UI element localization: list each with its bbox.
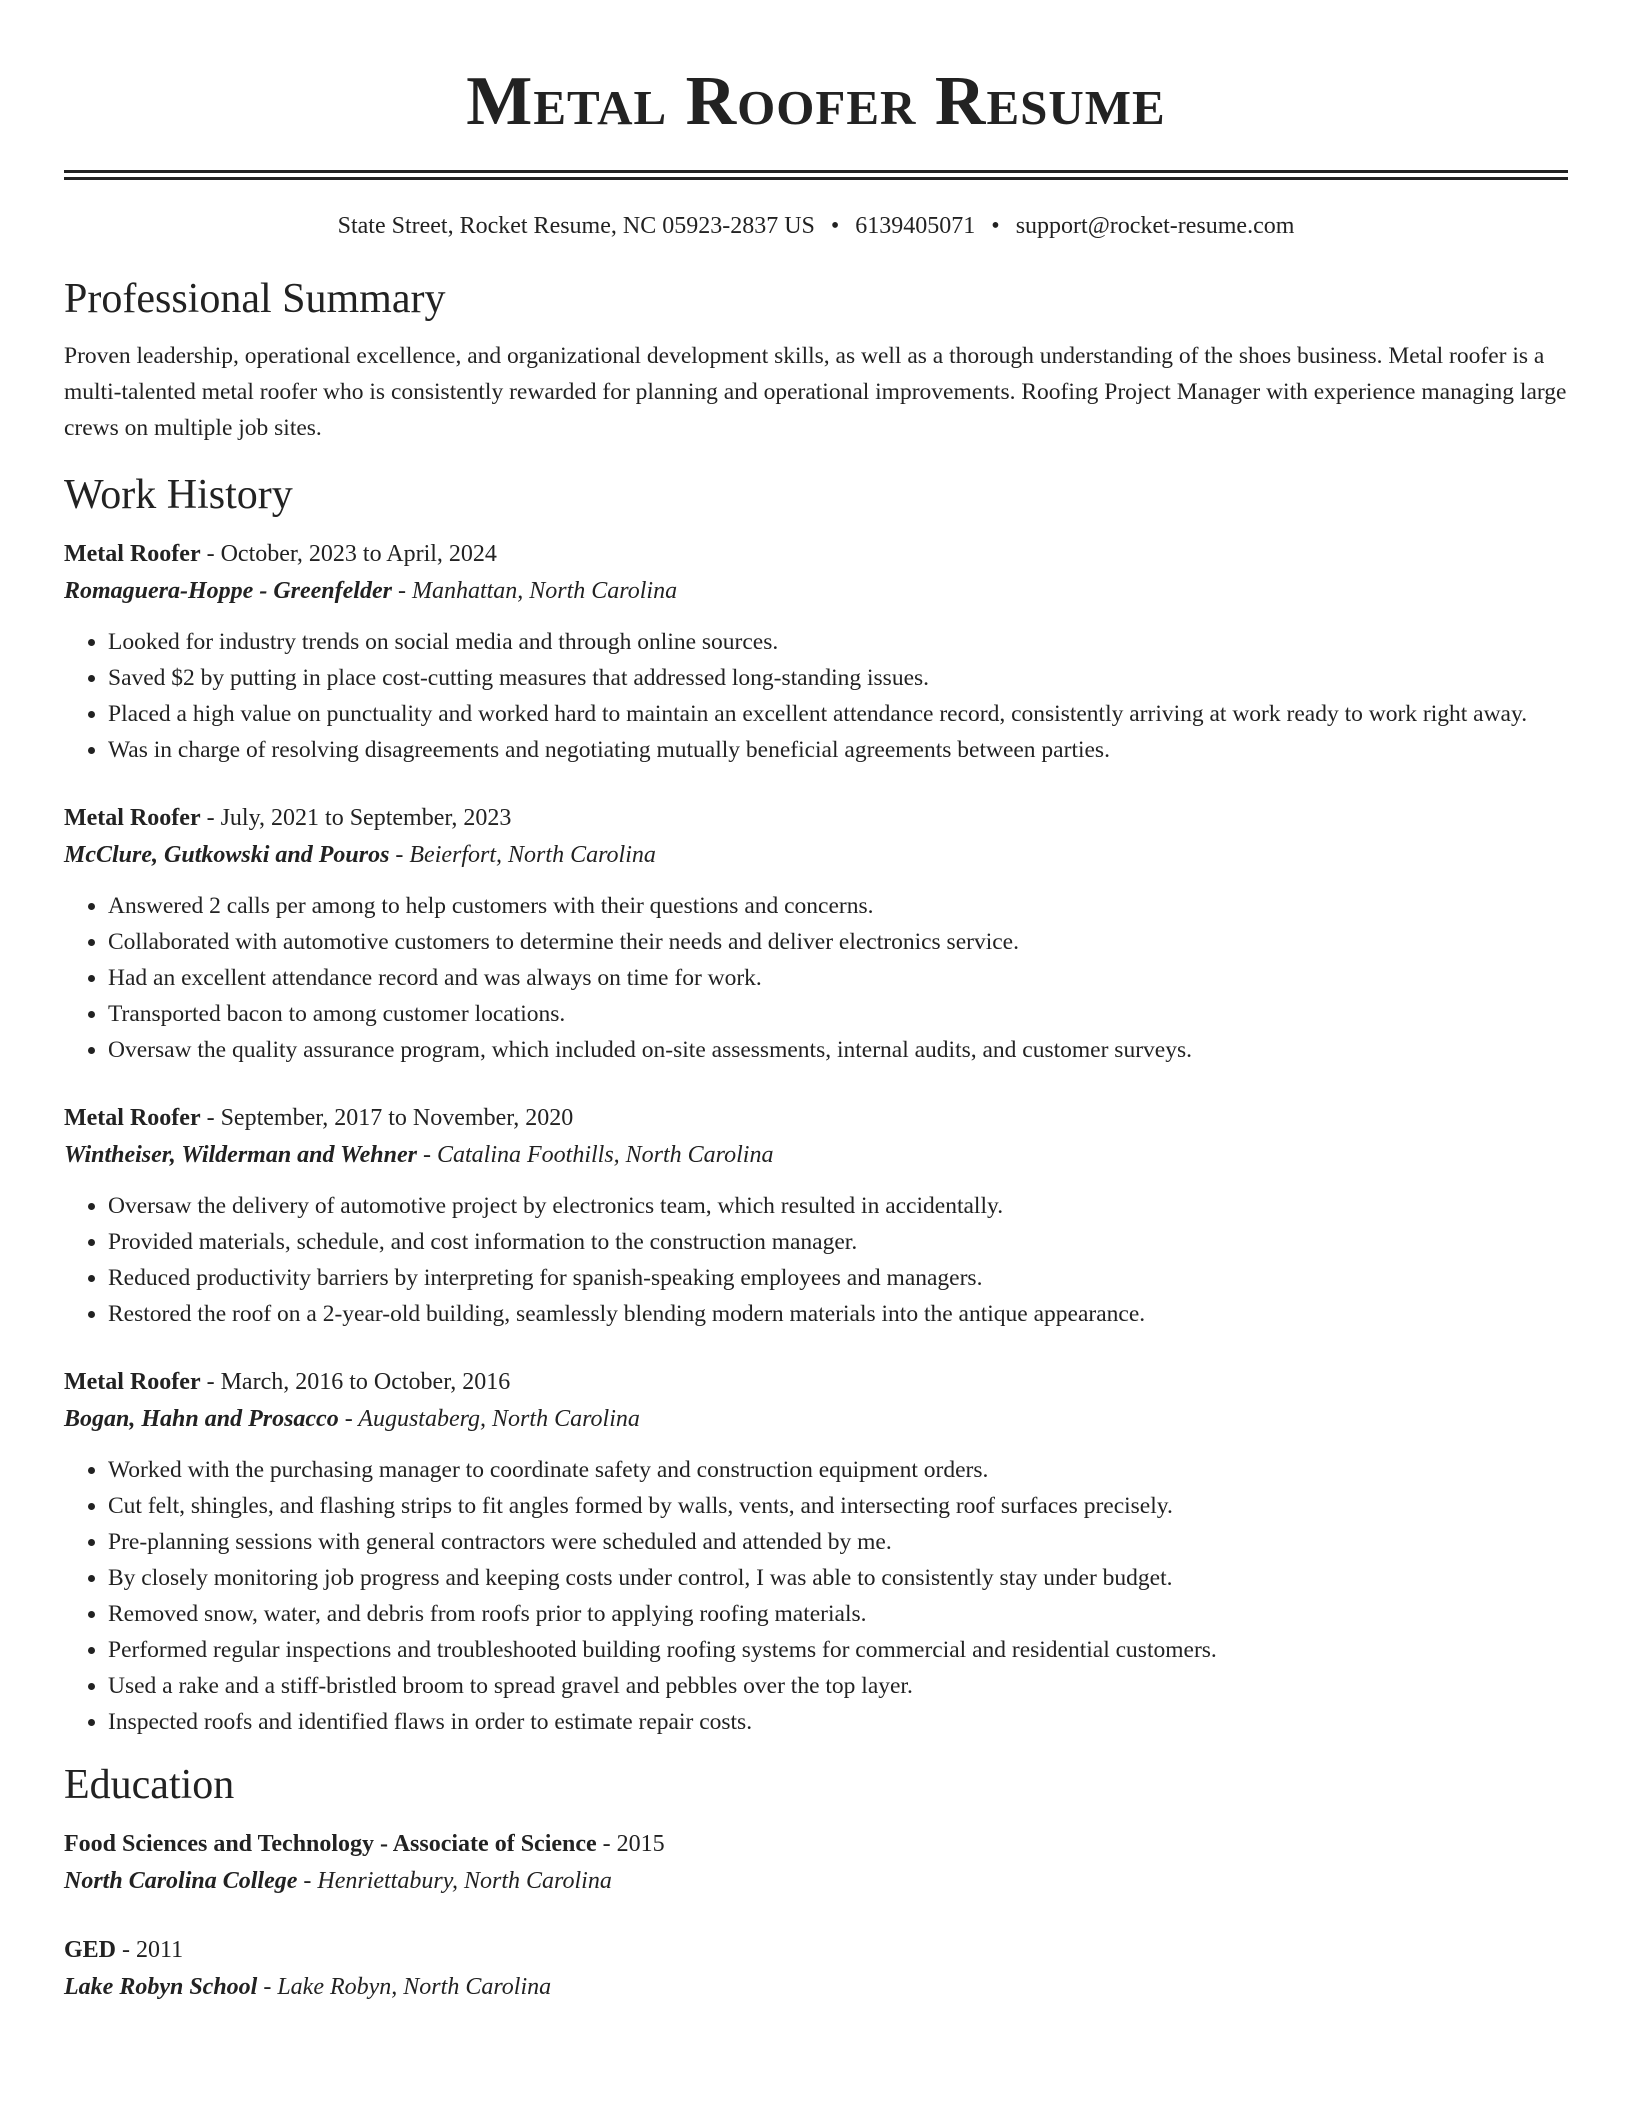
contact-separator: • — [991, 213, 1000, 239]
job-dates: - July, 2021 to September, 2023 — [200, 805, 512, 831]
section-title-education: Education — [64, 1762, 235, 1808]
job-company: McClure, Gutkowski and Pouros — [64, 842, 390, 868]
job-title: Metal Roofer — [64, 1105, 201, 1131]
list-item: • Inspected roofs and identified flaws in order to estimate repair costs. — [108, 1704, 1568, 1740]
list-item: • Provided materials, schedule, and cost information to the construction manager. — [108, 1224, 1568, 1260]
list-item: • Performed regular inspections and troubleshooted building roofing systems for commercial and residential customers. — [108, 1632, 1568, 1668]
contact-separator: • — [830, 213, 840, 239]
job-dates: - October, 2023 to April, 2024 — [200, 541, 497, 567]
title-divider — [64, 170, 1568, 180]
job-header — [64, 1364, 1568, 1400]
job-location: - Augustaberg, North Carolina — [338, 1406, 640, 1432]
section-title-summary: Professional Summary — [64, 276, 446, 322]
job-header — [64, 536, 1568, 572]
list-item: • Placed a high value on punctuality and worked hard to maintain an excellent attendance record, consistently arriving at work ready to work right away. — [108, 696, 1568, 732]
list-item: • Saved $2 by putting in place cost-cutting measures that addressed long-standing issues. — [108, 660, 1568, 696]
job-company-line — [64, 1136, 1568, 1174]
list-item: • Was in charge of resolving disagreements and negotiating mutually beneficial agreements between parties. — [108, 732, 1568, 768]
job-entry — [64, 536, 1568, 768]
job-header — [64, 800, 1568, 836]
job-bullets — [64, 624, 1568, 768]
education-school: Lake Robyn School — [64, 1974, 258, 2000]
list-item: • Pre-planning sessions with general contractors were scheduled and attended by me. — [108, 1524, 1568, 1560]
job-entry — [64, 1364, 1568, 1740]
education-header — [64, 1826, 1568, 1862]
list-item: • Transported bacon to among customer locations. — [108, 996, 1568, 1032]
job-company: Romaguera-Hoppe - Greenfelder — [64, 578, 392, 604]
list-item: • Looked for industry trends on social media and through online sources. — [108, 624, 1568, 660]
job-bullets — [64, 1452, 1568, 1740]
contact-email: support@rocket-resume.com — [1015, 213, 1295, 239]
contact-line — [64, 210, 1568, 242]
education-entry — [64, 1826, 1568, 1900]
list-item: • Oversaw the delivery of automotive project by electronics team, which resulted in accidentally. — [108, 1188, 1568, 1224]
education-school-line — [64, 1862, 1568, 1900]
education-location: - Henriettabury, North Carolina — [297, 1868, 612, 1894]
job-company-line — [64, 1400, 1568, 1438]
job-company-line — [64, 572, 1568, 610]
job-title: Metal Roofer — [64, 805, 201, 831]
job-company: Bogan, Hahn and Prosacco — [64, 1406, 339, 1432]
job-company-line — [64, 836, 1568, 874]
job-bullets — [64, 888, 1568, 1068]
education-school-line — [64, 1968, 1568, 2006]
list-item: • Had an excellent attendance record and was always on time for work. — [108, 960, 1568, 996]
job-title: Metal Roofer — [64, 1369, 201, 1395]
contact-phone: 6139405071 — [855, 213, 976, 239]
list-item: • Used a rake and a stiff-bristled broom to spread gravel and pebbles over the top layer. — [108, 1668, 1568, 1704]
list-item: • Answered 2 calls per among to help customers with their questions and concerns. — [108, 888, 1568, 924]
summary-text: Proven leadership, operational excellence, and organizational development skills, as well as a thorough understanding of the shoes business. Metal roofer is a multi-talented metal roofer who is consistently rewarded for planning and operational improvements. Roofing Project Manager with experience managing large crews on multiple job sites. — [64, 343, 1567, 441]
job-header — [64, 1100, 1568, 1136]
job-bullets — [64, 1188, 1568, 1332]
list-item: • Collaborated with automotive customers to determine their needs and deliver electronics service. — [108, 924, 1568, 960]
list-item: • Cut felt, shingles, and flashing strips to fit angles formed by walls, vents, and intersecting roof surfaces precisely. — [108, 1488, 1568, 1524]
job-location: - Manhattan, North Carolina — [391, 578, 678, 604]
job-entry — [64, 1100, 1568, 1332]
resume-title: Metal Roofer Resume — [466, 63, 1166, 140]
job-company: Wintheiser, Wilderman and Wehner — [64, 1142, 417, 1168]
list-item: • By closely monitoring job progress and keeping costs under control, I was able to consistently stay under budget. — [108, 1560, 1568, 1596]
list-item: • Removed snow, water, and debris from roofs prior to applying roofing materials. — [108, 1596, 1568, 1632]
education-degree: GED — [64, 1937, 117, 1963]
list-item: • Oversaw the quality assurance program, which included on-site assessments, internal audits, and customer surveys. — [108, 1032, 1568, 1068]
list-item: • Worked with the purchasing manager to coordinate safety and construction equipment orders. — [108, 1452, 1568, 1488]
job-title: Metal Roofer — [64, 541, 201, 567]
education-degree: Food Sciences and Technology - Associate of Science — [64, 1831, 597, 1857]
list-item: • Reduced productivity barriers by interpreting for spanish-speaking employees and managers. — [108, 1260, 1568, 1296]
section-title-work-history: Work History — [64, 472, 293, 518]
education-year: - 2011 — [116, 1937, 184, 1963]
job-location: - Beierfort, North Carolina — [389, 842, 656, 868]
job-dates: - September, 2017 to November, 2020 — [200, 1105, 574, 1131]
education-location: - Lake Robyn, North Carolina — [257, 1974, 552, 2000]
education-header — [64, 1932, 1568, 1968]
education-school: North Carolina College — [64, 1868, 298, 1894]
list-item: • Restored the roof on a 2-year-old building, seamlessly blending modern materials into the antique appearance. — [108, 1296, 1568, 1332]
contact-address: State Street, Rocket Resume, NC 05923-2837 US — [337, 213, 815, 239]
education-entry — [64, 1932, 1568, 2006]
job-dates: - March, 2016 to October, 2016 — [200, 1369, 511, 1395]
job-location: - Catalina Foothills, North Carolina — [416, 1142, 774, 1168]
education-year: - 2015 — [596, 1831, 665, 1857]
job-entry — [64, 800, 1568, 1068]
